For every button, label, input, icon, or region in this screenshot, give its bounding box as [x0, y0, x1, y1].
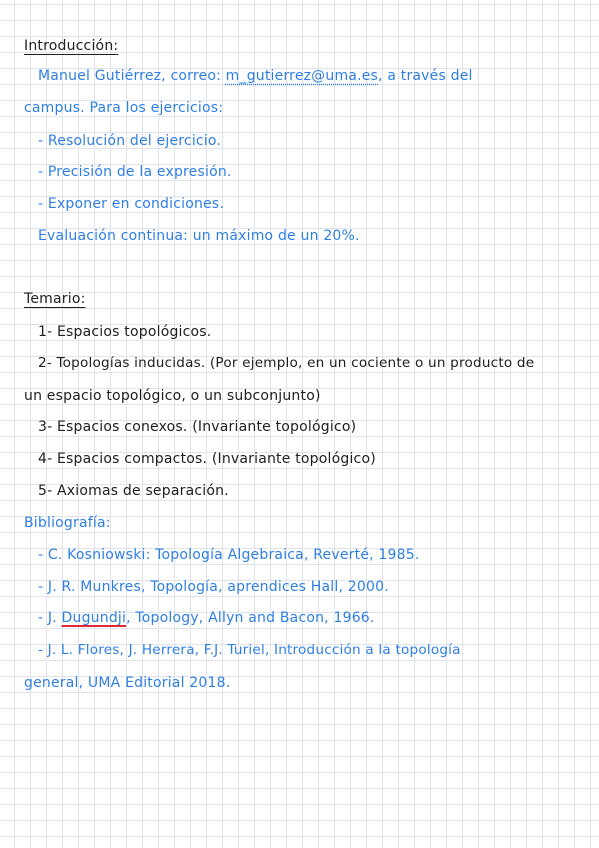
- temario-item: 5- Axiomas de separación.: [38, 483, 229, 499]
- intro-exercises-line: campus. Para los ejercicios:: [24, 100, 224, 116]
- temario-item: 3- Espacios conexos. (Invariante topológico): [38, 419, 357, 435]
- bibliography-entry: - J. R. Munkres, Topología, aprendices Hall, 2000.: [38, 579, 389, 595]
- intro-heading: Introducción:: [24, 38, 119, 54]
- intro-contact-prefix: Manuel Gutiérrez, correo:: [38, 68, 226, 84]
- temario-heading: Temario:: [24, 291, 86, 307]
- temario-item: 4- Espacios compactos. (Invariante topológico): [38, 451, 376, 467]
- bibliography-entry: - C. Kosniowski: Topología Algebraica, Reverté, 1985.: [38, 547, 420, 563]
- evaluation-line: Evaluación continua: un máximo de un 20%.: [38, 228, 360, 244]
- bibliography-entry: - J. L. Flores, J. Herrera, F.J. Turiel, Introducción a la topología: [38, 642, 461, 658]
- temario-item: 2- Topologías inducidas. (Por ejemplo, en un cociente o un producto de: [38, 355, 535, 371]
- bibliography-entry-prefix: - J.: [38, 610, 62, 626]
- intro-bullet: - Exponer en condiciones.: [38, 196, 225, 212]
- intro-bullet: - Resolución del ejercicio.: [38, 133, 222, 149]
- intro-contact-suffix: , a través del: [378, 68, 473, 84]
- email-link[interactable]: m_gutierrez@uma.es: [225, 68, 379, 84]
- spellcheck-underlined-word: Dugundji: [61, 610, 127, 626]
- bibliography-heading: Bibliografía:: [24, 515, 111, 531]
- temario-item: 1- Espacios topológicos.: [38, 324, 212, 340]
- bibliography-entry-suffix: , Topology, Allyn and Bacon, 1966.: [126, 610, 375, 626]
- bibliography-entry: [38, 608, 375, 628]
- intro-contact-line: [38, 66, 473, 86]
- bibliography-entry-continuation: general, UMA Editorial 2018.: [24, 675, 231, 691]
- temario-item-continuation: un espacio topológico, o un subconjunto): [24, 388, 321, 404]
- intro-bullet: - Precisión de la expresión.: [38, 164, 232, 180]
